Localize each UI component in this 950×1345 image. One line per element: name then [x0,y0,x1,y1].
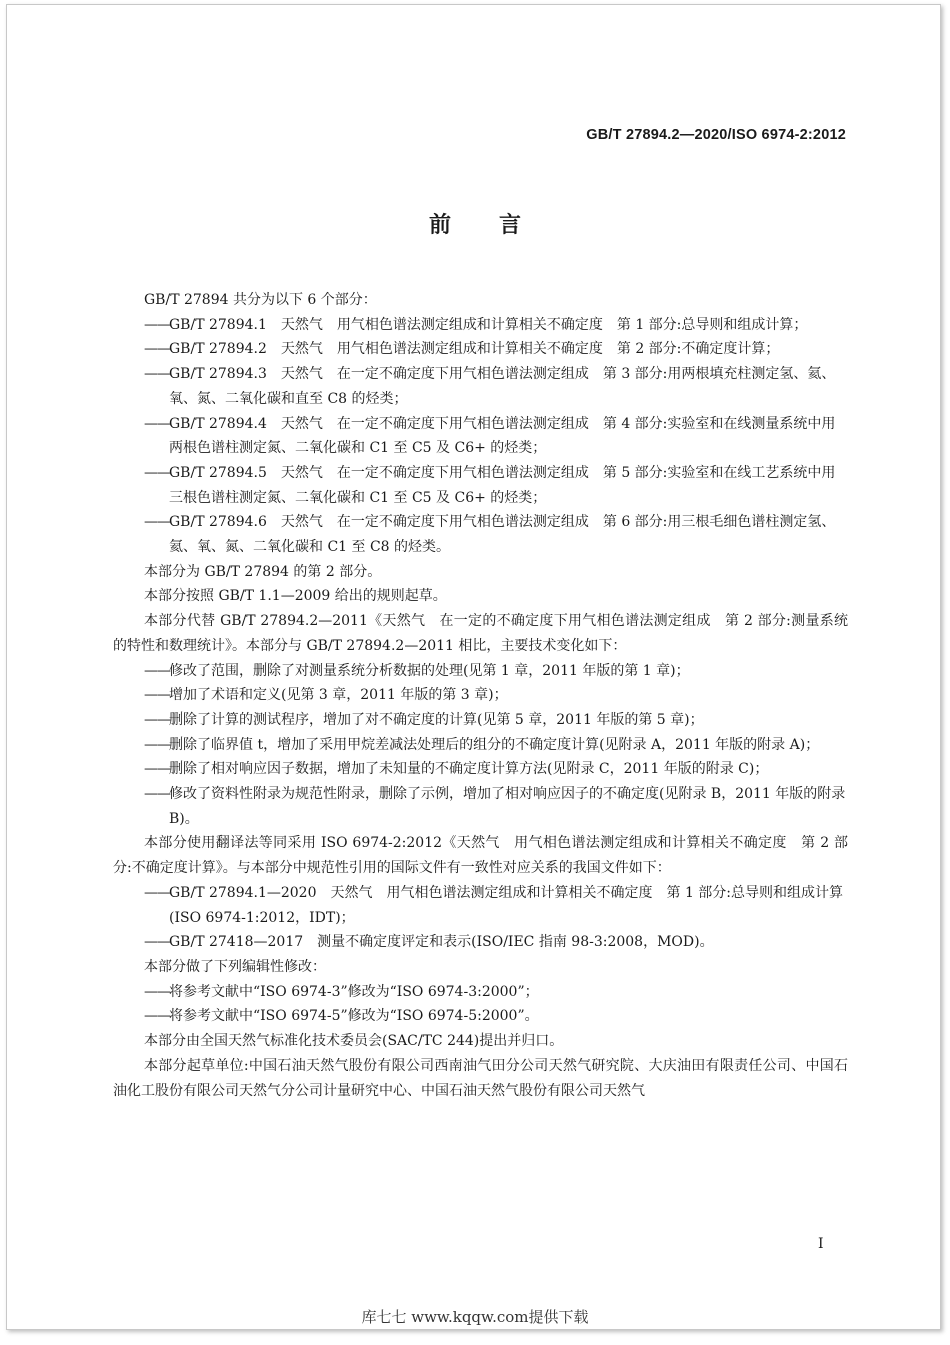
list-item-edit: ——将参考文献中“ISO 6974-3”修改为“ISO 6974-3:2000”； [144,983,539,1000]
paragraph-editorial: 本部分做了下列编辑性修改： [144,958,326,975]
paragraph-drafting-units: 本部分起草单位:中国石油天然气股份有限公司西南油气田分公司天然气研究院、大庆油田有限责任公司、中国石油化工股份有限公司天然气分公司计量研究中心、中国石油天然气股份有限公司天然气 [113,1057,848,1099]
list-item-change: ——删除了临界值 t，增加了采用甲烷差减法处理后的组分的不确定度计算(见附录 A，2011 年版的附录 A)； [144,736,820,753]
list-item-part: ——GB/T 27894.4 天然气 在一定不确定度下用气相色谱法测定组成 第 4 部分:实验室和在线测量系统中用两根色谱柱测定氮、二氧化碳和 C1 至 C5 及 C6+ 的烃类； [144,415,836,457]
list-item-edit: ——将参考文献中“ISO 6974-5”修改为“ISO 6974-5:2000”。 [144,1008,539,1025]
list-item-change: ——删除了相对响应因子数据，增加了未知量的不确定度计算方法(见附录 C，2011 年版的附录 C)； [144,761,769,778]
paragraph-drafting-rules: 本部分按照 GB/T 1.1—2009 给出的规则起草。 [144,588,447,605]
paragraph-replaces: 本部分代替 GB/T 27894.2—2011《天然气 在一定的不确定度下用气相色谱法测定组成 第 2 部分:测量系统的特性和数理统计》。本部分与 GB/T 27894.2—2011 相比，主要技术变化如下： [113,613,848,654]
list-item-reference: ——GB/T 27894.1—2020 天然气 用气相色谱法测定组成和计算相关不确定度 第 1 部分:总导则和组成计算(ISO 6974-1:2012，IDT)； [144,884,844,926]
standard-number: GB/T 27894.2—2020/ISO 6974-2:2012 [586,127,846,143]
list-item-part: ——GB/T 27894.5 天然气 在一定不确定度下用气相色谱法测定组成 第 5 部分:实验室和在线工艺系统中用三根色谱柱测定氮、二氧化碳和 C1 至 C5 及 C6+ 的烃类； [144,464,836,506]
list-item-part: ——GB/T 27894.3 天然气 在一定不确定度下用气相色谱法测定组成 第 3 部分:用两根填充柱测定氢、氦、氧、氮、二氧化碳和直至 C8 的烃类； [144,366,836,407]
list-item-change: ——修改了范围，删除了对测量系统分析数据的处理(见第 1 章，2011 年版的第 1 章)； [144,662,690,679]
paragraph-proposer: 本部分由全国天然气标准化技术委员会(SAC/TC 244)提出并归口。 [144,1033,564,1050]
list-item-change: ——修改了资料性附录为规范性附录，删除了示例，增加了相对响应因子的不确定度(见附录 B，2011 年版的附录 B)。 [144,786,846,827]
page-number: I [818,1236,824,1252]
paragraph-adoption: 本部分使用翻译法等同采用 ISO 6974-2:2012《天然气 用气相色谱法测定组成和计算相关不确定度 第 2 部分:不确定度计算》。与本部分中规范性引用的国际文件有一致性对应关系的我国文件如下： [113,835,848,877]
list-item-part: ——GB/T 27894.2 天然气 用气相色谱法测定组成和计算相关不确定度 第 2 部分:不确定度计算； [144,341,780,358]
list-item-change: ——删除了计算的测试程序，增加了对不确定度的计算(见第 5 章，2011 年版的第 5 章)； [144,711,704,728]
paragraph-part-number: 本部分为 GB/T 27894 的第 2 部分。 [144,563,382,580]
list-item-part: ——GB/T 27894.1 天然气 用气相色谱法测定组成和计算相关不确定度 第 1 部分:总导则和组成计算； [144,316,808,333]
download-footer: 库七七 www.kqqw.com提供下载 [361,1308,589,1326]
paragraph-parts-intro: GB/T 27894 共分为以下 6 个部分： [144,292,377,308]
document-body [113,288,848,1103]
page-title: 前言 [428,212,569,238]
list-item-reference: ——GB/T 27418—2017 测量不确定度评定和表示(ISO/IEC 指南 98-3:2008，MOD)。 [144,934,714,951]
list-item-part: ——GB/T 27894.6 天然气 在一定不确定度下用气相色谱法测定组成 第 6 部分:用三根毛细色谱柱测定氢、氦、氧、氮、二氧化碳和 C1 至 C8 的烃类。 [144,514,836,556]
list-item-change: ——增加了术语和定义(见第 3 章，2011 年版的第 3 章)； [144,687,508,704]
